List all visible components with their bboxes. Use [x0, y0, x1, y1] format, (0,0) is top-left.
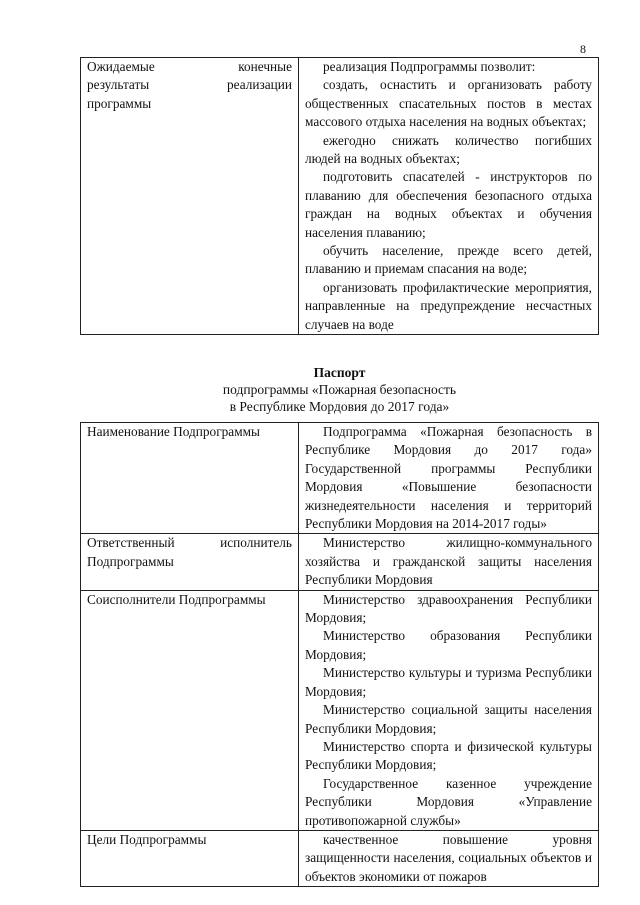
content-paragraph: Министерство образования Республики Мордовия; — [305, 628, 592, 662]
table-row — [81, 58, 599, 335]
content-paragraph: Подпрограмма «Пожарная безопасность в Республике Мордовия до 2017 года» Государственной программы Республики Мордовия «Повышение безопасности жизнедеятельности населения и территорий Республики Мордовия на 2014-2017 годы» — [305, 424, 592, 532]
content-paragraph: ежегодно снижать количество погибших людей на водных объектах; — [305, 132, 592, 167]
row-content — [299, 423, 599, 534]
content-paragraph: Министерство спорта и физической культуры Республики Мордовия; — [305, 738, 592, 773]
content-paragraph: качественное повышение уровня защищенности населения, социальных объектов и объектов экономики от пожаров — [305, 831, 592, 884]
label-line: программы — [87, 95, 152, 111]
expected-results-table — [80, 57, 599, 335]
table-row — [81, 534, 599, 590]
table-row — [81, 830, 599, 886]
content-paragraph: организовать профилактические мероприятия, направленные на предупреждение несчастных случаев на воде — [305, 279, 592, 332]
content-paragraph: создать, оснастить и организовать работу общественных спасательных постов в местах массового отдыха населения на водных объектах; — [305, 77, 592, 130]
row-label: Соисполнители Подпрограммы — [81, 590, 299, 830]
passport-subtitle: подпрограммы «Пожарная безопасность — [222, 382, 457, 397]
row-label — [81, 58, 299, 335]
passport-title: Паспорт — [313, 365, 366, 380]
row-content — [299, 534, 599, 590]
content-paragraph: обучить население, прежде всего детей, плаванию и приемам спасания на воде; — [305, 243, 592, 277]
content-paragraph: реализация Подпрограммы позволит: — [323, 59, 536, 74]
label-line: Ожидаемые конечные — [87, 59, 292, 74]
row-label: Цели Подпрограммы — [81, 830, 299, 886]
passport-subtitle: в Республике Мордовия до 2017 года» — [229, 399, 450, 414]
page-number: 8 — [580, 42, 586, 56]
content-paragraph: Министерство социальной защиты населения Республики Мордовия; — [305, 702, 592, 736]
content-paragraph: Министерство здравоохранения Республики Мордовия; — [305, 591, 592, 626]
content-paragraph: Государственное казенное учреждение Республики Мордовия «Управление противопожарной службы» — [305, 775, 592, 828]
row-label: Наименование Подпрограммы — [81, 423, 299, 534]
passport-table — [80, 422, 599, 887]
row-content — [299, 830, 599, 886]
row-label: Ответственный исполнитель Подпрограммы — [81, 534, 299, 590]
table-row — [81, 423, 599, 534]
content-paragraph: подготовить спасателей - инструкторов по плаванию для обеспечения безопасного отдыха граждан на водных объектах и обучения населения плаванию; — [305, 169, 592, 240]
row-content — [299, 58, 599, 335]
table-row — [81, 590, 599, 830]
content-paragraph: Министерство жилищно-коммунального хозяйства и гражданской защиты населения Республики Мордовия — [305, 535, 592, 588]
passport-heading — [80, 364, 599, 415]
label-line: результаты реализации — [87, 77, 292, 93]
content-paragraph: Министерство культуры и туризма Республики Мордовия; — [305, 665, 592, 699]
row-content — [299, 590, 599, 830]
